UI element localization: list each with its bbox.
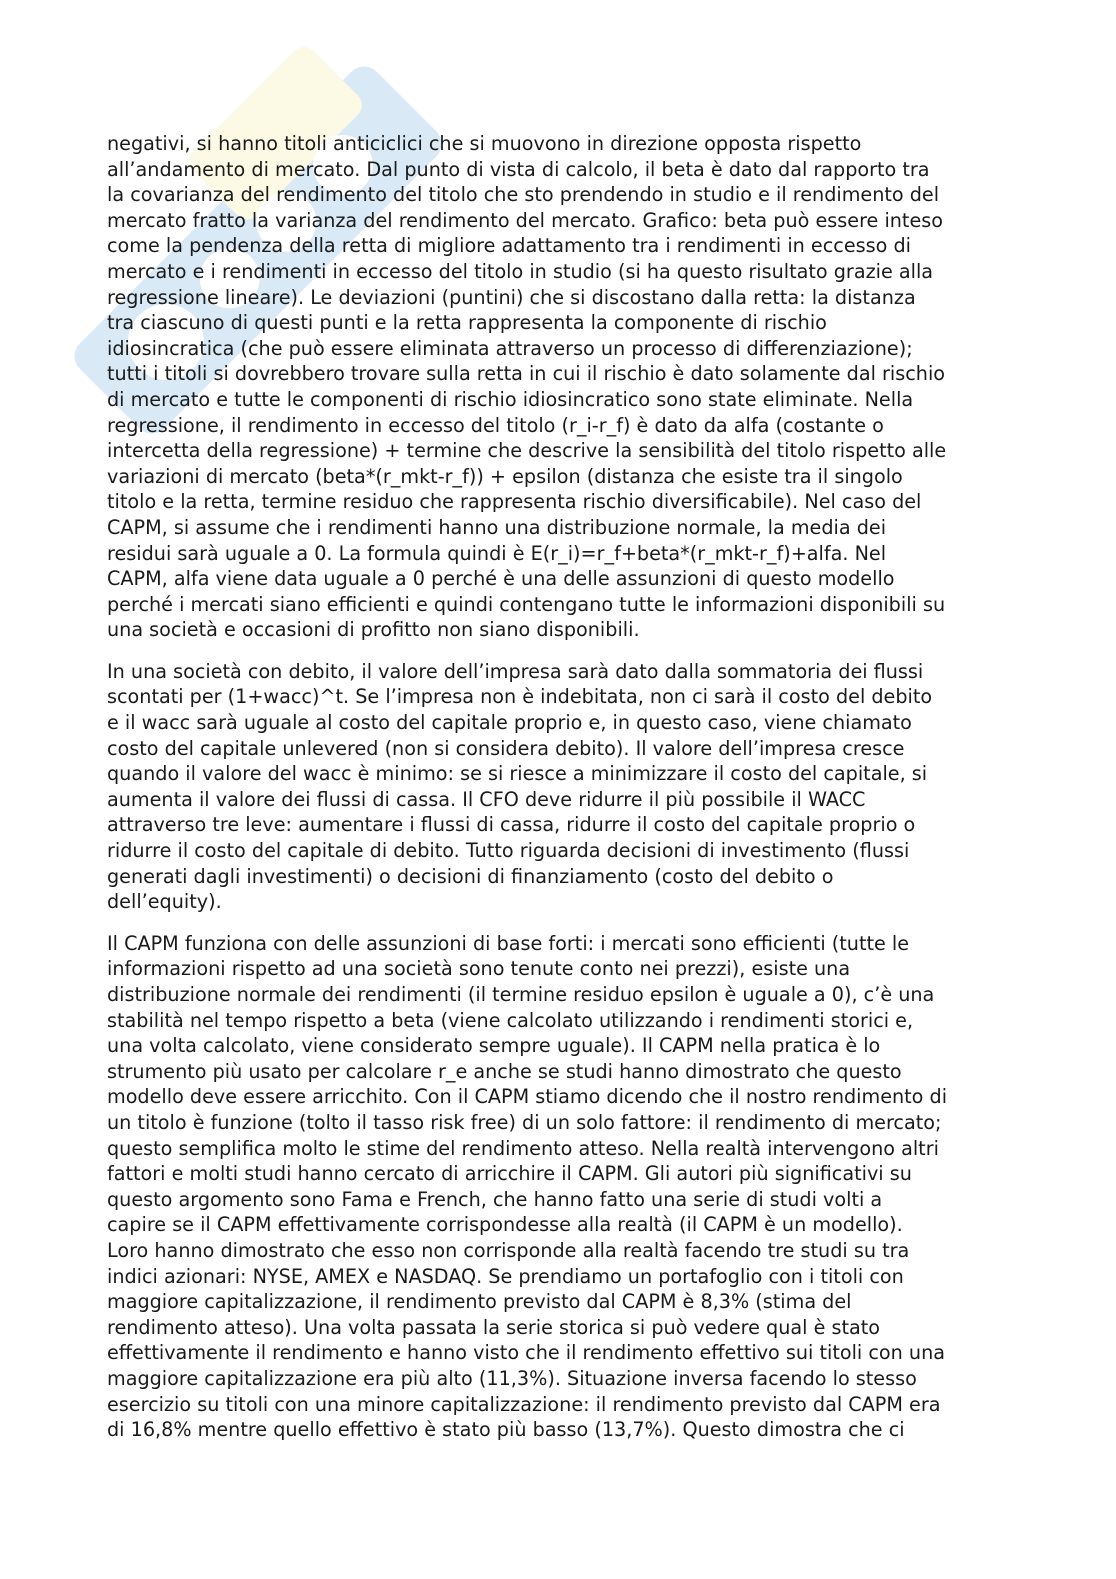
text-line: scontati per (1+wacc)^t. Se l’impresa non è indebitata, non ci sarà il costo del debito [107, 685, 933, 709]
text-line: all’andamento di mercato. Dal punto di vista di calcolo, il beta è dato dal rapporto tra [107, 157, 930, 181]
text-line: quando il valore del wacc è minimo: se si riesce a minimizzare il costo del capitale, si [107, 762, 928, 786]
paragraph [107, 659, 1012, 915]
text-line: di 16,8% mentre quello effettivo è stato più basso (13,7%). Questo dimostra che ci [107, 1418, 905, 1442]
text-line: la covarianza del rendimento del titolo che sto prendendo in studio e il rendimento del [107, 183, 940, 207]
text-line: come la pendenza della retta di migliore adattamento tra i rendimenti in eccesso di [107, 234, 911, 258]
text-line: idiosincratica (che può essere eliminata attraverso un processo di differenziazione); [107, 336, 913, 360]
paragraph [107, 131, 1012, 643]
text-line: indici azionari: NYSE, AMEX e NASDAQ. Se prendiamo un portafoglio con i titoli con [107, 1264, 904, 1288]
text-line: stabilità nel tempo rispetto a beta (viene calcolato utilizzando i rendimenti storici e, [107, 1008, 914, 1032]
text-line: aumenta il valore dei flussi di cassa. Il CFO deve ridurre il più possibile il WACC [107, 787, 866, 811]
text-line: capire se il CAPM effettivamente corrispondesse alla realtà (il CAPM è un modello). [107, 1213, 903, 1237]
text-line: Il CAPM funziona con delle assunzioni di base forti: i mercati sono efficienti (tutte le [107, 931, 910, 955]
text-line: una società e occasioni di profitto non siano disponibili. [107, 618, 640, 642]
text-line: mercato fratto la varianza del rendimento del mercato. Grafico: beta può essere inteso [107, 208, 943, 232]
text-line: e il wacc sarà uguale al costo del capitale proprio e, in questo caso, viene chiamato [107, 711, 912, 735]
text-line: di mercato e tutte le componenti di rischio idiosincratico sono state eliminate. Nella [107, 387, 914, 411]
text-line: negativi, si hanno titoli anticiclici che si muovono in direzione opposta rispetto [107, 132, 862, 155]
text-line: questo semplifica molto le stime del rendimento atteso. Nella realtà intervengono altri [107, 1136, 939, 1160]
text-line: intercetta della regressione) + termine che descrive la sensibilità del titolo rispetto alle [107, 439, 947, 463]
text-line: maggiore capitalizzazione era più alto (11,3%). Situazione inversa facendo lo stesso [107, 1366, 917, 1390]
text-line: effettivamente il rendimento e hanno visto che il rendimento effettivo sui titoli con una [107, 1341, 945, 1365]
text-line: fattori e molti studi hanno cercato di arricchire il CAPM. Gli autori più significativi su [107, 1162, 912, 1186]
text-line: costo del capitale unlevered (non si considera debito). Il valore dell’impresa cresce [107, 736, 905, 760]
text-line: tutti i titoli si dovrebbero trovare sulla retta in cui il rischio è dato solamente dal rischio [107, 362, 946, 386]
text-line: CAPM, si assume che i rendimenti hanno una distribuzione normale, la media dei [107, 515, 887, 539]
text-line: rendimento atteso). Una volta passata la serie storica si può vedere qual è stato [107, 1315, 881, 1339]
text-line: tra ciascuno di questi punti e la retta rappresenta la componente di rischio [107, 311, 827, 335]
text-line: mercato e i rendimenti in eccesso del titolo in studio (si ha questo risultato grazie alla [107, 259, 934, 283]
text-line: modello deve essere arricchito. Con il CAPM stiamo dicendo che il nostro rendimento di [107, 1085, 948, 1109]
document-body [107, 131, 1012, 1459]
text-line: una volta calcolato, viene considerato sempre uguale). Il CAPM nella pratica è lo [107, 1034, 881, 1058]
text-line: In una società con debito, il valore dell’impresa sarà dato dalla sommatoria dei flussi [107, 659, 924, 683]
text-line: perché i mercati siano efficienti e quindi contengano tutte le informazioni disponibili su [107, 592, 946, 616]
text-line: un titolo è funzione (tolto il tasso risk free) di un solo fattore: il rendimento di mercato; [107, 1110, 942, 1134]
text-line: variazioni di mercato (beta*(r_mkt-r_f)) + epsilon (distanza che esiste tra il singolo [107, 464, 903, 488]
text-line: questo argomento sono Fama e French, che hanno fatto una serie di studi volti a [107, 1187, 883, 1211]
text-line: residui sarà uguale a 0. La formula quindi è E(r_i)=r_f+beta*(r_mkt-r_f)+alfa. Nel [107, 541, 887, 565]
text-line: ridurre il costo del capitale di debito. Tutto riguarda decisioni di investimento (flussi [107, 839, 910, 863]
paragraph [107, 931, 1012, 1443]
text-line: strumento più usato per calcolare r_e anche se studi hanno dimostrato che questo [107, 1059, 902, 1083]
text-line: titolo e la retta, termine residuo che rappresenta rischio diversificabile). Nel caso del [107, 490, 922, 514]
text-line: regressione lineare). Le deviazioni (puntini) che si discostano dalla retta: la distanza [107, 285, 916, 309]
text-line: generati dagli investimenti) o decisioni di finanziamento (costo del debito o [107, 864, 834, 888]
text-line: distribuzione normale dei rendimenti (il termine residuo epsilon è uguale a 0), c’è una [107, 983, 935, 1006]
text-line: Loro hanno dimostrato che esso non corrisponde alla realtà facendo tre studi su tra [107, 1238, 910, 1262]
text-line: attraverso tre leve: aumentare i flussi di cassa, ridurre il costo del capitale proprio o [107, 813, 916, 837]
text-line: informazioni rispetto ad una società sono tenute conto nei prezzi), esiste una [107, 957, 851, 981]
text-line: dell’equity). [107, 890, 222, 914]
text-line: esercizio su titoli con una minore capitalizzazione: il rendimento previsto dal CAPM era [107, 1392, 941, 1416]
text-line: maggiore capitalizzazione, il rendimento previsto dal CAPM è 8,3% (stima del [107, 1290, 852, 1314]
text-line: CAPM, alfa viene data uguale a 0 perché è una delle assunzioni di questo modello [107, 567, 895, 591]
text-line: regressione, il rendimento in eccesso del titolo (r_i-r_f) è dato da alfa (costante o [107, 413, 884, 437]
